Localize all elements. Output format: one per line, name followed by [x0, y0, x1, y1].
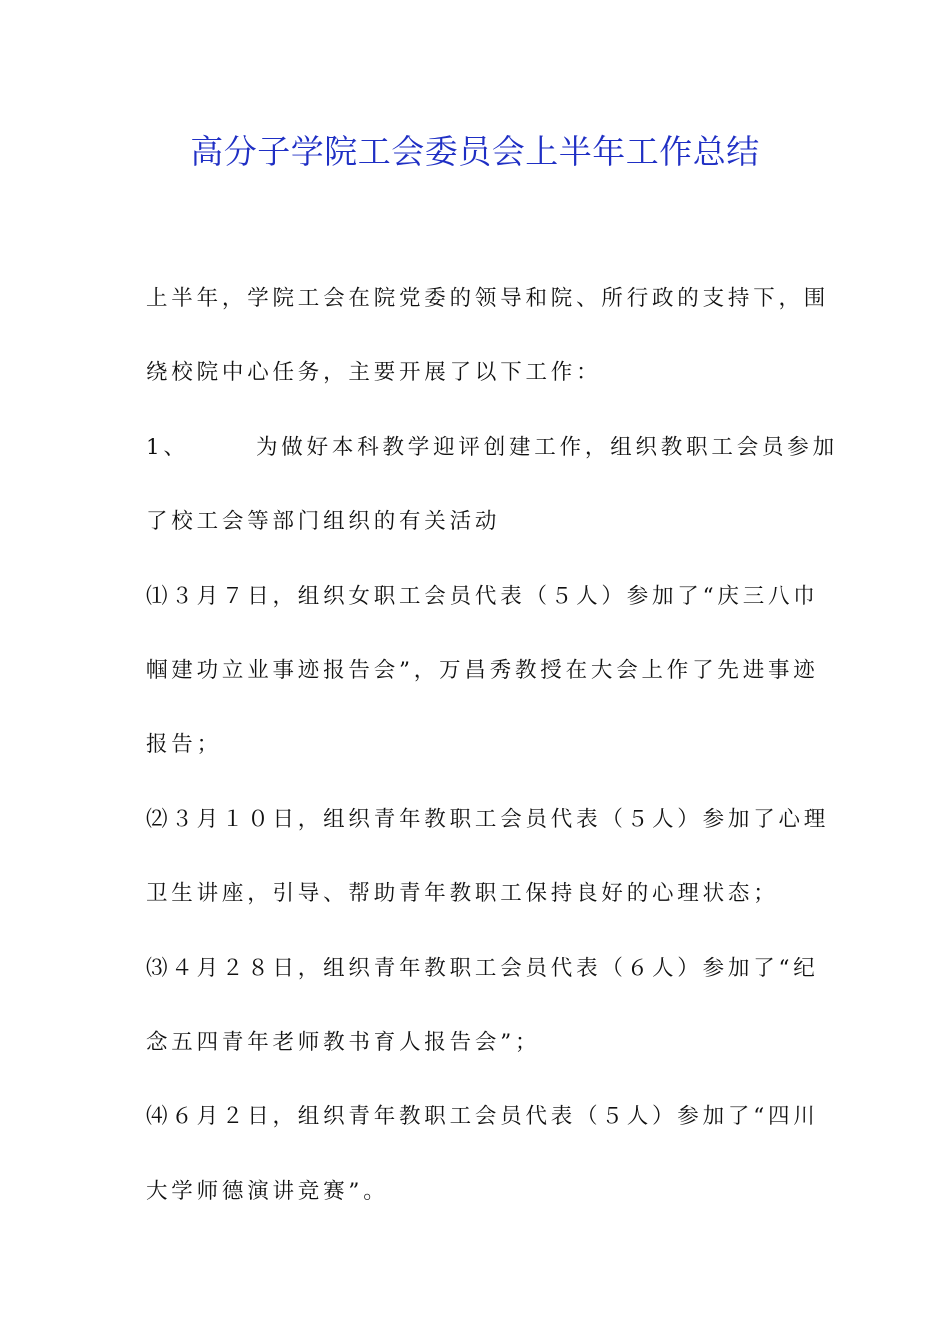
paragraph-line: 绕校院中心任务，主要开展了以下工作：	[146, 360, 602, 386]
paragraph-line: 大学师德演讲竞赛”。	[146, 1178, 389, 1204]
paragraph-line: 帼建功立业事迹报告会”，万昌秀教授在大会上作了先进事迹	[146, 657, 819, 683]
paragraph-line: ⑷６月２日，组织青年教职工会员代表（５人）参加了“四川	[146, 1104, 819, 1130]
document-body	[146, 262, 838, 1229]
paragraph-line: 了校工会等部门组织的有关活动	[146, 509, 501, 535]
item-number: 1、	[146, 434, 189, 460]
paragraph-line: 上半年，学院工会在院党委的领导和院、所行政的支持下，围	[146, 286, 830, 311]
paragraph-line: 卫生讲座，引导、帮助青年教职工保持良好的心理状态；	[146, 881, 779, 907]
numbered-item-line	[146, 411, 838, 485]
paragraph-line: ⑶４月２８日，组织青年教职工会员代表（６人）参加了“纪	[146, 955, 819, 981]
paragraph-line: 念五四青年老师教书育人报告会”；	[146, 1029, 541, 1055]
paragraph-line: 报告；	[146, 732, 222, 758]
item-text: 为做好本科教学迎评创建工作，组织教职工会员参加	[256, 434, 838, 460]
paragraph-line: ⑵３月１０日，组织青年教职工会员代表（５人）参加了心理	[146, 806, 830, 832]
document-title: 高分子学院工会委员会上半年工作总结	[190, 132, 760, 171]
paragraph-line: ⑴３月７日，组织女职工会员代表（５人）参加了“庆三八巾	[146, 583, 819, 609]
